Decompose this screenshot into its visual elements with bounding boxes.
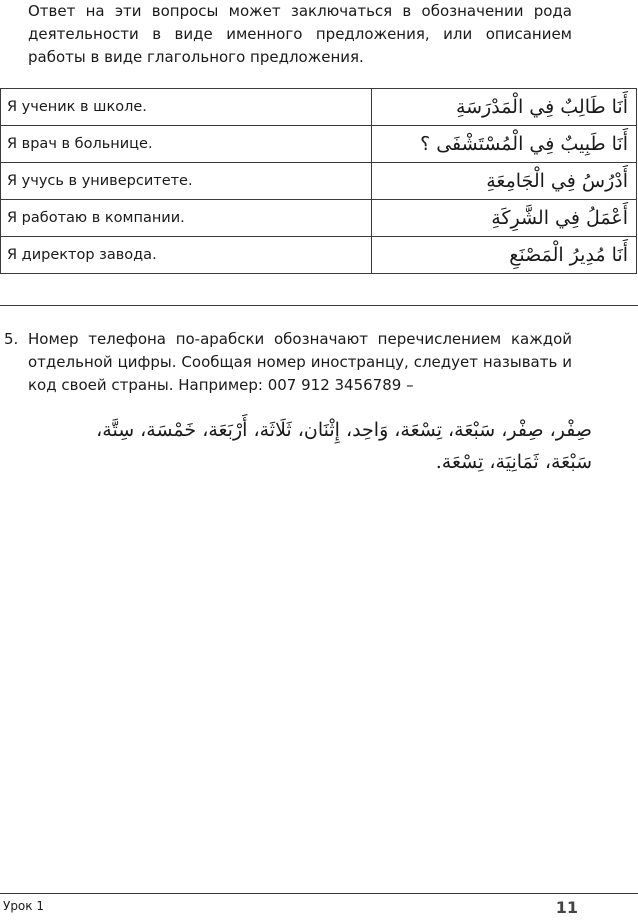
arabic-phrase: أَنَا طَالِبٌ فِي الْمَدْرَسَةِ (372, 89, 637, 126)
arabic-phrase: أَنَا مُدِيرُ الْمَصْنَعِ (372, 237, 637, 274)
page-number: 11 (555, 898, 578, 917)
item-paragraph: Номер телефона по-арабски обозначают перечислением каждой отдельной цифры. Сообщая номер иностранцу, следует называть и код своей страны. Например: 007 912 3456789 – (28, 330, 572, 394)
footer-divider (0, 893, 638, 894)
item-number: 5. (4, 330, 19, 348)
russian-phrase: Я врач в больнице. (1, 126, 372, 163)
phrase-table (0, 88, 637, 274)
table-row (1, 163, 637, 200)
russian-phrase: Я ученик в школе. (1, 89, 372, 126)
lesson-label: Урок 1 (3, 899, 44, 913)
table-row (1, 89, 637, 126)
russian-phrase: Я директор завода. (1, 237, 372, 274)
russian-phrase: Я работаю в компании. (1, 200, 372, 237)
section-divider (0, 305, 638, 306)
arabic-phrase: أَنَا طَبِيبٌ فِي الْمُسْتَشْفَى ؟ (372, 126, 637, 163)
intro-paragraph: Ответ на эти вопросы может заключаться в обозначении рода деятельности в виде именного предложения, или описанием работы в виде глагольного предложения. (28, 2, 572, 66)
arabic-phrase: أَعْمَلُ فِي الشَّرِكَةِ (372, 200, 637, 237)
arabic-phrase: أَدْرُسُ فِي الْجَامِعَةِ (372, 163, 637, 200)
table-row (1, 126, 637, 163)
russian-phrase: Я учусь в университете. (1, 163, 372, 200)
table-row (1, 237, 637, 274)
arabic-phone-digits: صِفْر، صِفْر، سَبْعَة، تِسْعَة، وَاحِد، إِثْنَان، ثَلَاثَة، أَرْبَعَة، خَمْسَة، سِتَّة، سَبْعَة، ثَمَانِيَة، تِسْعَة. (96, 419, 592, 473)
table-row (1, 200, 637, 237)
